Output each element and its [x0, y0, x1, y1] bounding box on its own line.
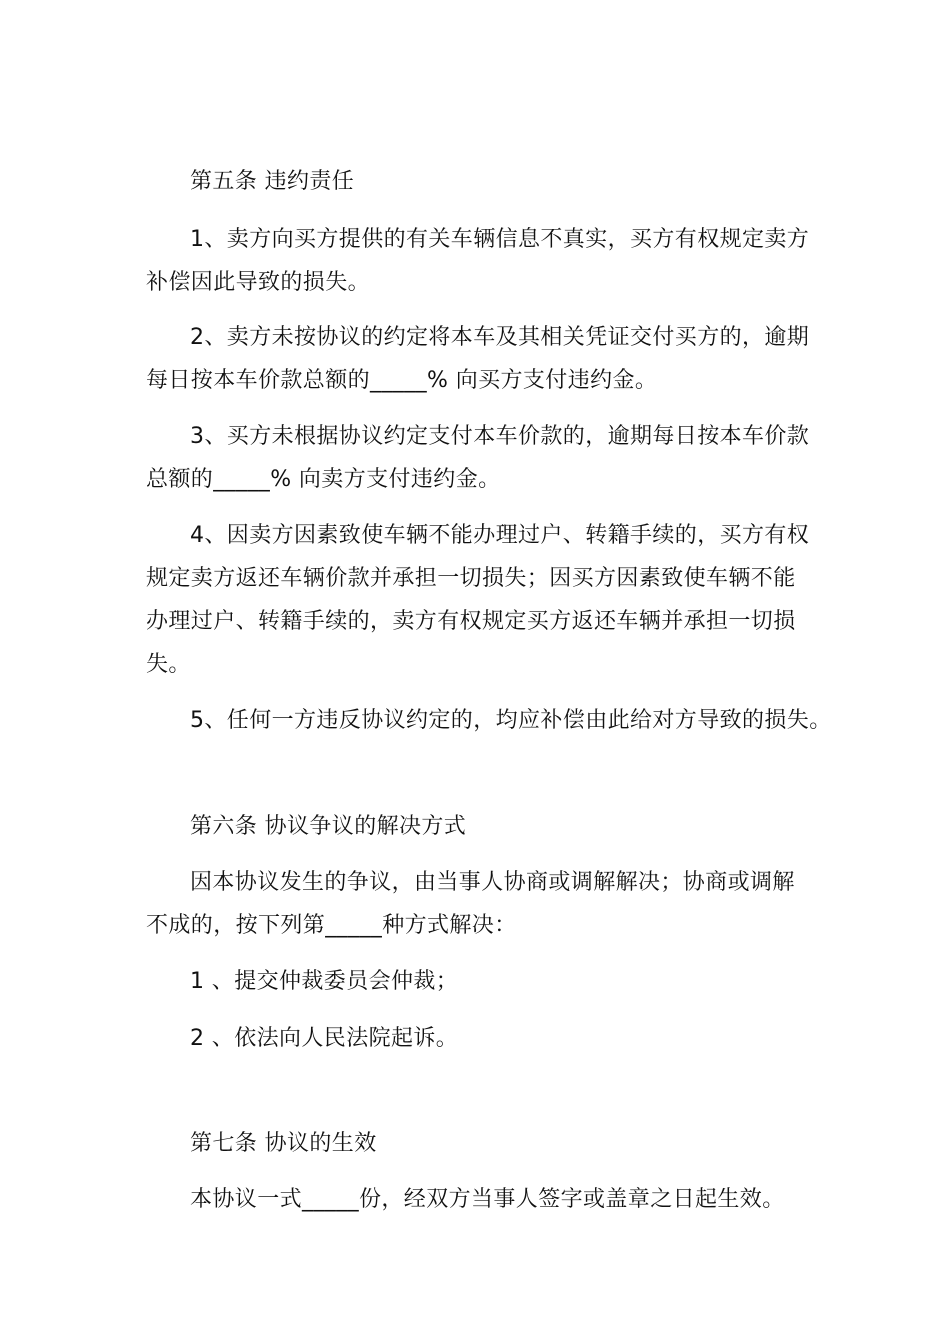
article-7-text: 本协议一式_____份，经双方当事人签字或盖章之日起生效。	[190, 1187, 785, 1212]
article-5-clause-4-line-3: 办理过户、转籍手续的，卖方有权规定买方返还车辆并承担一切损	[146, 609, 796, 634]
article-6-text-line-1: 因本协议发生的争议，由当事人协商或调解解决；协商或调解	[190, 870, 795, 895]
article-5-clause-2-line-2: 每日按本车价款总额的_____% 向买方支付违约金。	[146, 368, 658, 393]
article-6-option-2: 2 、依法向人民法院起诉。	[190, 1026, 459, 1051]
article-6-option-1: 1 、提交仲裁委员会仲裁；	[190, 969, 459, 994]
article-5-clause-3-line-1: 3、买方未根据协议约定支付本车价款的，逾期每日按本车价款	[190, 424, 810, 449]
article-5-heading: 第五条 违约责任	[190, 169, 355, 194]
article-5-clause-1-line-1: 1、卖方向买方提供的有关车辆信息不真实，买方有权规定卖方	[190, 227, 810, 252]
article-6-heading: 第六条 协议争议的解决方式	[190, 814, 467, 839]
article-5-clause-4-line-1: 4、因卖方因素致使车辆不能办理过户、转籍手续的，买方有权	[190, 523, 810, 548]
article-5-clause-2-line-1: 2、卖方未按协议的约定将本车及其相关凭证交付买方的，逾期	[190, 325, 810, 350]
article-5-clause-5: 5、任何一方违反协议约定的，均应补偿由此给对方导致的损失。	[190, 708, 832, 733]
article-7-heading: 第七条 协议的生效	[190, 1131, 377, 1156]
article-5-clause-4-line-2: 规定卖方返还车辆价款并承担一切损失；因买方因素致使车辆不能	[146, 566, 796, 591]
article-5-clause-3-line-2: 总额的_____% 向卖方支付违约金。	[146, 467, 501, 492]
article-5-clause-4-line-4: 失。	[146, 652, 191, 677]
article-5-clause-1-line-2: 补偿因此导致的损失。	[146, 270, 371, 295]
article-6-text-line-2: 不成的，按下列第_____种方式解决：	[146, 913, 517, 938]
